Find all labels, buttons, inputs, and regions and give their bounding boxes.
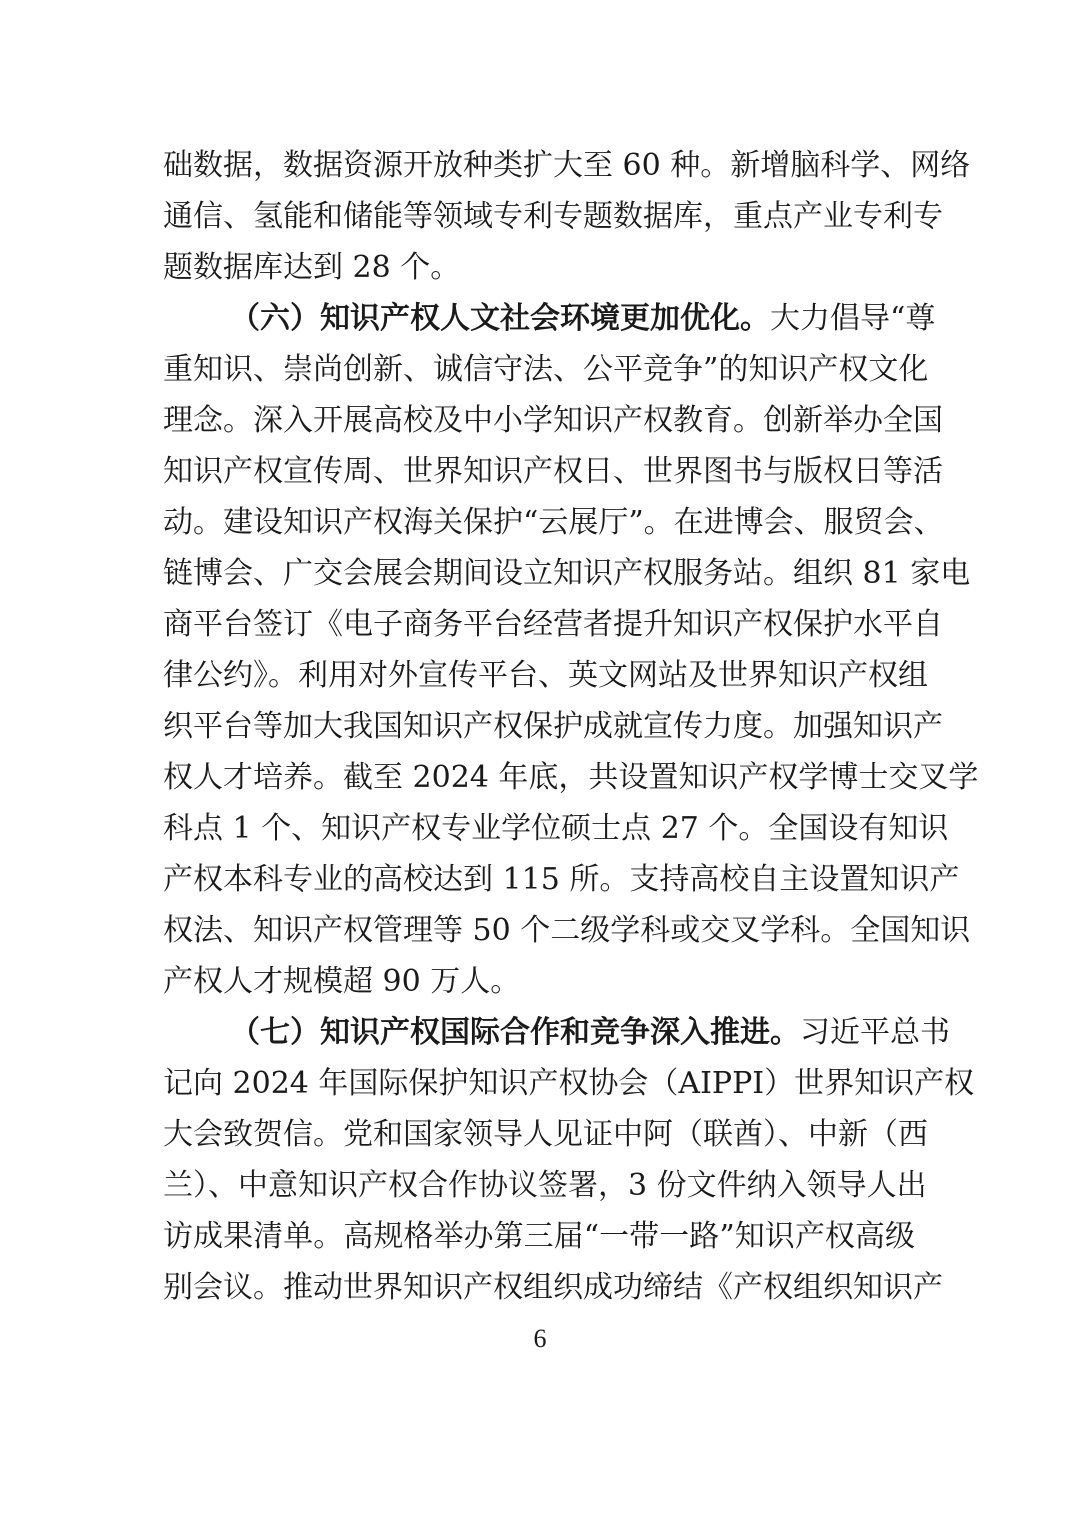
body-line: 律公约》。利用对外宣传平台、英文网站及世界知识产权组 xyxy=(163,658,928,693)
body-line: 产权人才规模超 90 万人。 xyxy=(163,964,521,999)
section-6-label: （六） xyxy=(230,301,320,336)
section-7-lead-text: 习近平总书 xyxy=(800,1015,950,1050)
body-line: 权人才培养。截至 2024 年底，共设置知识产权学博士交叉学 xyxy=(163,760,979,795)
body-line: 通信、氢能和储能等领域专利专题数据库，重点产业专利专 xyxy=(163,199,943,234)
body-line: 商平台签订《电子商务平台经营者提升知识产权保护水平自 xyxy=(163,607,943,642)
section-7-title: 知识产权国际合作和竞争深入推进。 xyxy=(320,1015,800,1050)
body-line: 重知识、崇尚创新、诚信守法、公平竞争”的知识产权文化 xyxy=(163,352,929,387)
section-6-heading-line xyxy=(230,299,936,339)
body-line: 织平台等加大我国知识产权保护成就宣传力度。加强知识产 xyxy=(163,709,943,744)
body-line: 理念。深入开展高校及中小学知识产权教育。创新举办全国 xyxy=(163,403,943,438)
body-line: 产权本科专业的高校达到 115 所。支持高校自主设置知识产 xyxy=(163,862,960,897)
body-line: 别会议。推动世界知识产权组织成功缔结《产权组织知识产 xyxy=(163,1270,943,1305)
section-6-title: 知识产权人文社会环境更加优化。 xyxy=(320,301,770,336)
section-7-label: （七） xyxy=(230,1015,320,1050)
body-line: 链博会、广交会展会期间设立知识产权服务站。组织 81 家电 xyxy=(163,556,971,591)
section-6-lead-text: 大力倡导“尊 xyxy=(770,301,936,336)
body-line: 题数据库达到 28 个。 xyxy=(163,250,461,285)
section-7-heading-line xyxy=(230,1013,950,1053)
body-line: 大会致贺信。党和国家领导人见证中阿（联酋）、中新（西 xyxy=(163,1117,928,1152)
body-line: 础数据，数据资源开放种类扩大至 60 种。新增脑科学、网络 xyxy=(163,148,971,183)
page-number: 6 xyxy=(533,1324,547,1353)
body-line: 权法、知识产权管理等 50 个二级学科或交叉学科。全国知识 xyxy=(163,913,971,948)
body-line: 访成果清单。高规格举办第三届“一带一路”知识产权高级 xyxy=(163,1219,915,1254)
body-line: 动。建设知识产权海关保护“云展厅”。在进博会、服贸会、 xyxy=(163,505,944,540)
body-line: 兰）、中意知识产权合作协议签署，3 份文件纳入领导人出 xyxy=(163,1168,927,1203)
body-line: 记向 2024 年国际保护知识产权协会（AIPPI）世界知识产权 xyxy=(163,1066,975,1101)
body-line: 知识产权宣传周、世界知识产权日、世界图书与版权日等活 xyxy=(163,454,943,489)
body-line: 科点 1 个、知识产权专业学位硕士点 27 个。全国设有知识 xyxy=(163,811,949,846)
